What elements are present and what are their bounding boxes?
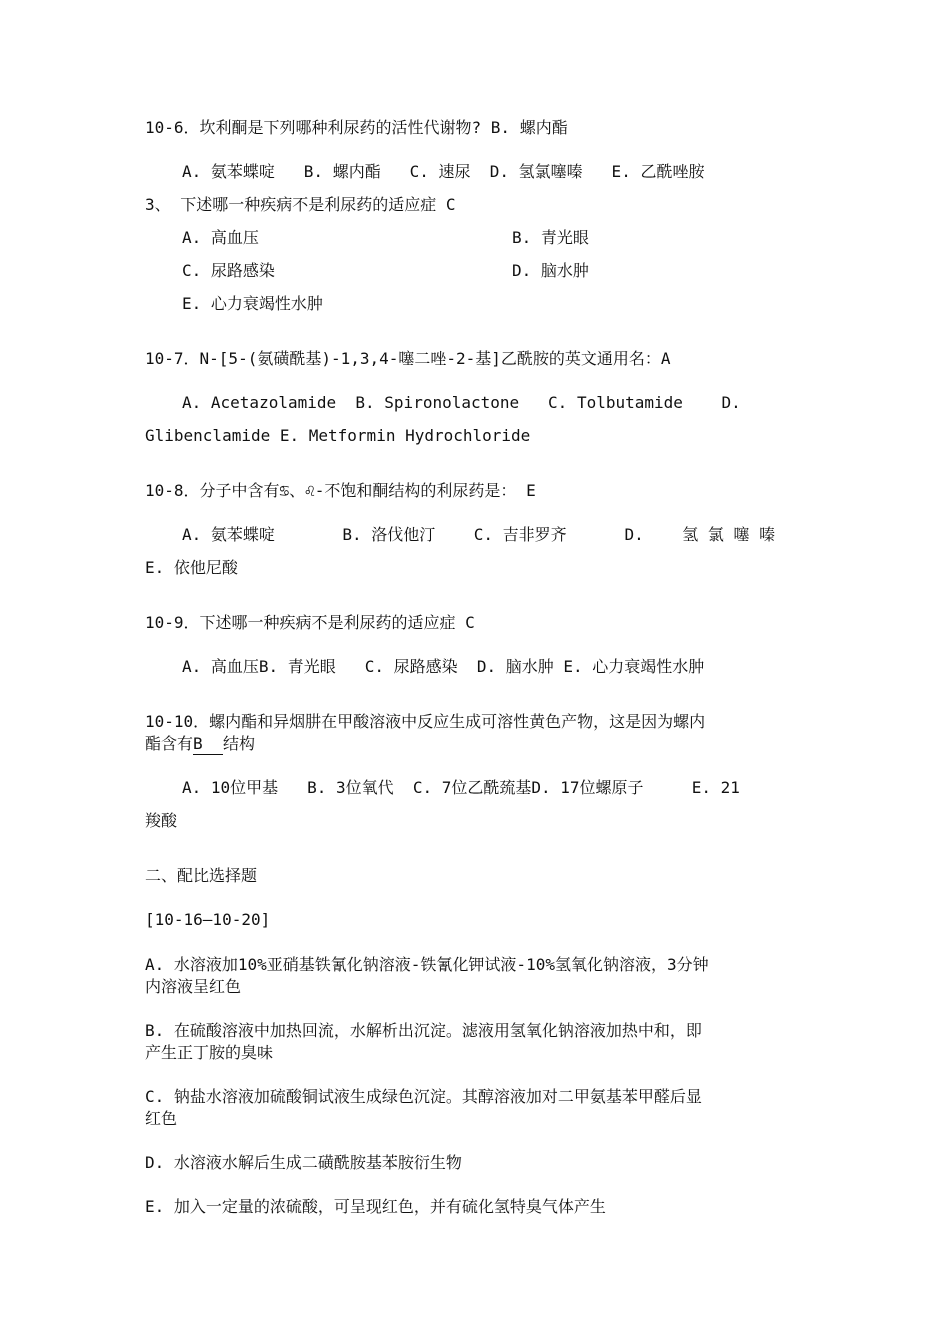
- question-10-10-stem-line1: 10-10．螺内酯和异烟肼在甲酸溶液中反应生成可溶性黄色产物，这是因为螺内: [145, 712, 706, 731]
- question-3-option-a: A. 高血压: [182, 228, 259, 247]
- question-10-8-options-line1: A. 氨苯蝶啶 B. 洛伐他汀 C. 吉非罗齐 D. 氢 氯 噻 嗪: [182, 525, 776, 544]
- question-3-option-e: E. 心力衰竭性水肿: [182, 294, 323, 313]
- match-option-c-line2: 红色: [145, 1109, 178, 1128]
- question-10-10-options-line2: 羧酸: [145, 811, 178, 830]
- question-10-10-stem-suffix: 结构: [223, 734, 256, 753]
- match-option-a-line1: A. 水溶液加10%亚硝基铁氰化钠溶液-铁氰化钾试液-10%氢氧化钠溶液，3分钟: [145, 955, 709, 974]
- match-option-b-line1: B. 在硫酸溶液中加热回流，水解析出沉淀。滤液用氢氧化钠溶液加热中和，即: [145, 1021, 702, 1040]
- question-10-9-stem: 10-9．下述哪一种疾病不是利尿药的适应症 C: [145, 613, 475, 632]
- question-10-7-options-line2: Glibenclamide E. Metformin Hydrochloride: [145, 426, 531, 445]
- question-10-10-stem-line2: [145, 734, 255, 755]
- section-2-range: [10-16—10-20]: [145, 910, 271, 929]
- question-3-option-d: D. 脑水肿: [512, 261, 589, 280]
- question-10-8-options-line2: E. 依他尼酸: [145, 558, 238, 577]
- match-option-e: E. 加入一定量的浓硫酸，可呈现红色，并有硫化氢特臭气体产生: [145, 1197, 606, 1216]
- match-option-b-line2: 产生正丁胺的臭味: [145, 1043, 274, 1062]
- question-3-stem: 3、 下述哪一种疾病不是利尿药的适应症 C: [145, 195, 456, 214]
- match-option-a-line2: 内溶液呈红色: [145, 977, 242, 996]
- question-10-9-options: A. 高血压B. 青光眼 C. 尿路感染 D. 脑水肿 E. 心力衰竭性水肿: [182, 657, 705, 676]
- question-10-10-options-line1: A. 10位甲基 B. 3位氧代 C. 7位乙酰巯基D. 17位螺原子 E. 21: [182, 778, 740, 797]
- question-10-7-stem: 10-7．N-[5-(氨磺酰基)-1,3,4-噻二唑-2-基]乙酰胺的英文通用名：A: [145, 349, 671, 368]
- match-option-d: D. 水溶液水解后生成二磺酰胺基苯胺衍生物: [145, 1153, 462, 1172]
- match-option-c-line1: C. 钠盐水溶液加硫酸铜试液生成绿色沉淀。其醇溶液加对二甲氨基苯甲醛后显: [145, 1087, 702, 1106]
- question-3-option-b: B. 青光眼: [512, 228, 589, 247]
- section-2-heading: 二、配比选择题: [145, 866, 258, 885]
- question-10-10-stem-prefix: 酯含有: [145, 734, 194, 753]
- question-10-7-options-line1: A. Acetazolamide B. Spironolactone C. Tolbutamide D.: [182, 393, 741, 412]
- question-10-6-stem: 10-6．坎利酮是下列哪种利尿药的活性代谢物? B. 螺内酯: [145, 118, 568, 137]
- question-10-6-options: A. 氨苯蝶啶 B. 螺内酯 C. 速尿 D. 氢氯噻嗪 E. 乙酰唑胺: [182, 162, 705, 181]
- question-10-8-stem: 10-8．分子中含有♋、♌-不饱和酮结构的利尿药是： E: [145, 481, 536, 500]
- question-3-option-c: C. 尿路感染: [182, 261, 275, 280]
- question-10-10-answer-blank: B: [193, 734, 223, 755]
